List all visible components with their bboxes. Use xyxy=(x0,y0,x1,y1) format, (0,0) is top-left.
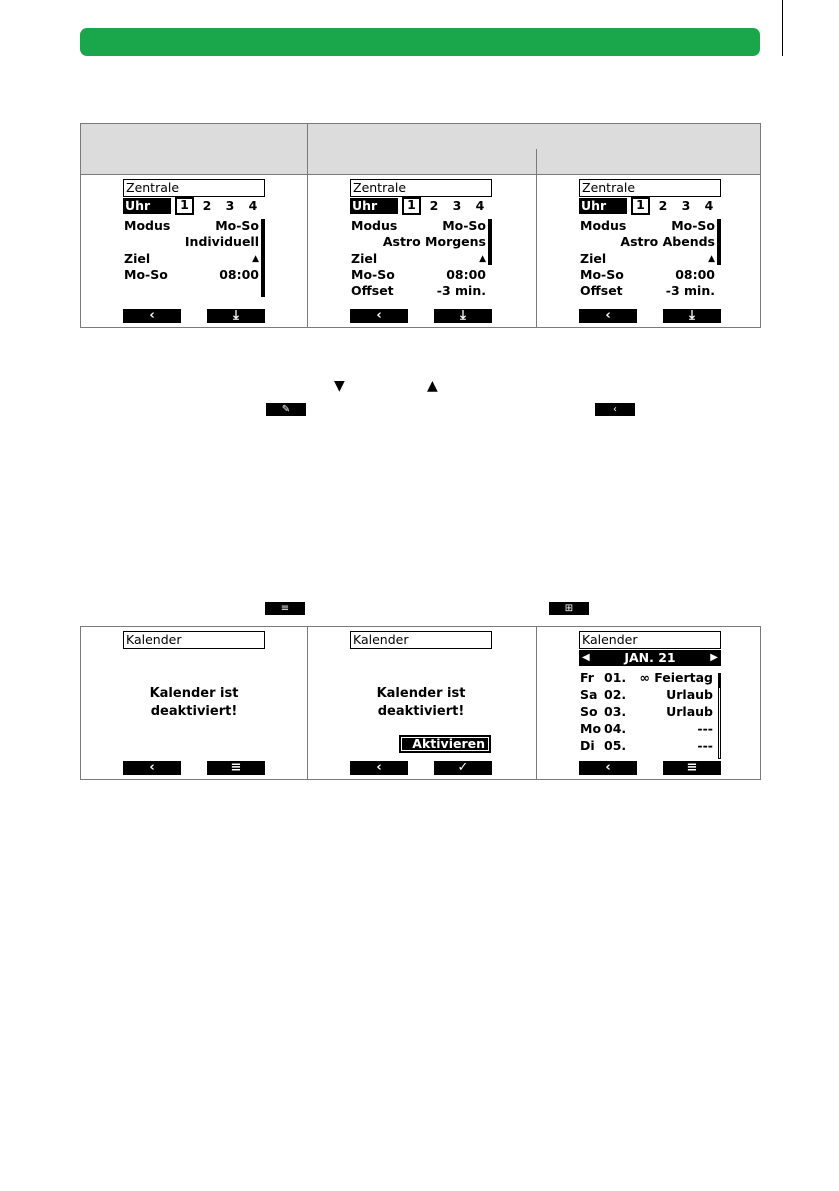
prev-month-icon[interactable]: ◀ xyxy=(582,652,590,663)
lcd-screen xyxy=(350,179,492,323)
lcd-screen xyxy=(579,631,721,775)
calendar-key-icon: ⊞ xyxy=(549,602,589,615)
tab-uhr[interactable]: Uhr xyxy=(350,198,398,214)
setting-row[interactable]: Mo-So 08:00 xyxy=(580,267,715,282)
lcd-screen xyxy=(123,631,265,775)
tab-uhr[interactable]: Uhr xyxy=(579,198,627,214)
back-key[interactable]: ‹ xyxy=(579,761,637,775)
save-key[interactable]: ⤓ xyxy=(207,309,265,323)
month-label: JAN. 21 xyxy=(624,650,676,665)
tab-2[interactable]: 2 xyxy=(658,198,668,213)
calendar-day-row[interactable]: Mo 04. --- xyxy=(580,721,713,736)
scrollbar[interactable] xyxy=(718,673,721,759)
scrollbar[interactable] xyxy=(261,219,265,297)
setting-row[interactable]: Ziel ▲ xyxy=(124,251,259,266)
screen-title: Kalender xyxy=(350,631,492,649)
calendar-day-row[interactable]: Fr 01. ∞ Feiertag xyxy=(580,670,713,685)
screen-cell xyxy=(537,627,761,780)
lcd-screen xyxy=(350,631,492,775)
setting-row: Astro Morgens xyxy=(382,234,486,249)
setting-row[interactable]: Modus Mo-So xyxy=(124,218,259,233)
cut-line xyxy=(782,0,783,56)
setting-row[interactable]: Mo-So 08:00 xyxy=(351,267,486,282)
scrollbar[interactable] xyxy=(717,219,721,265)
setting-row[interactable]: Modus Mo-So xyxy=(580,218,715,233)
up-arrow-icon: ▲ xyxy=(427,378,438,394)
clock-mode-table xyxy=(80,123,761,328)
screen-title: Kalender xyxy=(579,631,721,649)
tab-bar xyxy=(350,197,492,215)
tab-4[interactable]: 4 xyxy=(248,198,258,213)
tab-1[interactable]: 1 xyxy=(402,197,421,215)
calendar-table xyxy=(80,626,761,780)
save-key[interactable]: ⤓ xyxy=(434,309,492,323)
confirm-key[interactable]: ✓ xyxy=(434,761,492,775)
tab-3[interactable]: 3 xyxy=(452,198,462,213)
tab-2[interactable]: 2 xyxy=(429,198,439,213)
status-message: Kalender ist xyxy=(376,686,466,701)
setting-row[interactable]: Offset -3 min. xyxy=(580,283,715,298)
back-key[interactable]: ‹ xyxy=(123,761,181,775)
activate-option[interactable]: Aktivieren xyxy=(399,735,491,753)
table-header-cell xyxy=(308,124,761,175)
screen-title: Zentrale xyxy=(123,179,265,197)
calendar-day-row[interactable]: So 03. Urlaub xyxy=(580,704,713,719)
setting-row[interactable]: Ziel ▲ xyxy=(351,251,486,266)
lcd-screen xyxy=(579,179,721,323)
status-message: deaktiviert! xyxy=(150,704,238,719)
setting-row: Individuell xyxy=(184,234,259,249)
next-month-icon[interactable]: ▶ xyxy=(710,652,718,663)
tab-2[interactable]: 2 xyxy=(202,198,212,213)
setting-row[interactable]: Mo-So 08:00 xyxy=(124,267,259,282)
section-header-bar xyxy=(80,28,760,56)
calendar-day-row[interactable]: Sa 02. Urlaub xyxy=(580,687,713,702)
back-key[interactable]: ‹ xyxy=(579,309,637,323)
screen-cell xyxy=(537,175,761,328)
menu-key-icon: ≡ xyxy=(265,602,305,615)
setting-row[interactable]: Modus Mo-So xyxy=(351,218,486,233)
tab-3[interactable]: 3 xyxy=(225,198,235,213)
tab-4[interactable]: 4 xyxy=(475,198,485,213)
tab-3[interactable]: 3 xyxy=(681,198,691,213)
screen-cell xyxy=(308,175,537,328)
back-key[interactable]: ‹ xyxy=(123,309,181,323)
save-key[interactable]: ⤓ xyxy=(663,309,721,323)
lcd-screen xyxy=(123,179,265,323)
screen-title: Zentrale xyxy=(350,179,492,197)
tab-bar xyxy=(123,197,265,215)
edit-key-icon: ✎ xyxy=(266,403,306,416)
back-key[interactable]: ‹ xyxy=(350,309,408,323)
setting-row: Astro Abends xyxy=(620,234,715,249)
screen-cell xyxy=(81,175,308,328)
setting-row[interactable]: Ziel ▲ xyxy=(580,251,715,266)
setting-row[interactable]: Offset -3 min. xyxy=(351,283,486,298)
menu-key[interactable]: ≡ xyxy=(663,761,721,775)
tab-bar xyxy=(579,197,721,215)
status-message: deaktiviert! xyxy=(377,704,465,719)
month-selector[interactable] xyxy=(579,650,721,666)
tab-4[interactable]: 4 xyxy=(704,198,714,213)
screen-title: Kalender xyxy=(123,631,265,649)
screen-title: Zentrale xyxy=(579,179,721,197)
tab-1[interactable]: 1 xyxy=(631,197,650,215)
tab-uhr[interactable]: Uhr xyxy=(123,198,171,214)
status-message: Kalender ist xyxy=(149,686,239,701)
back-key[interactable]: ‹ xyxy=(350,761,408,775)
tab-1[interactable]: 1 xyxy=(175,197,194,215)
screen-cell xyxy=(81,627,308,780)
menu-key[interactable]: ≡ xyxy=(207,761,265,775)
back-key-icon: ‹ xyxy=(595,403,635,416)
table-header-cell xyxy=(81,124,308,175)
scrollbar[interactable] xyxy=(488,219,492,265)
screen-cell xyxy=(308,627,537,780)
down-arrow-icon: ▼ xyxy=(334,378,345,394)
calendar-day-row[interactable]: Di 05. --- xyxy=(580,738,713,753)
